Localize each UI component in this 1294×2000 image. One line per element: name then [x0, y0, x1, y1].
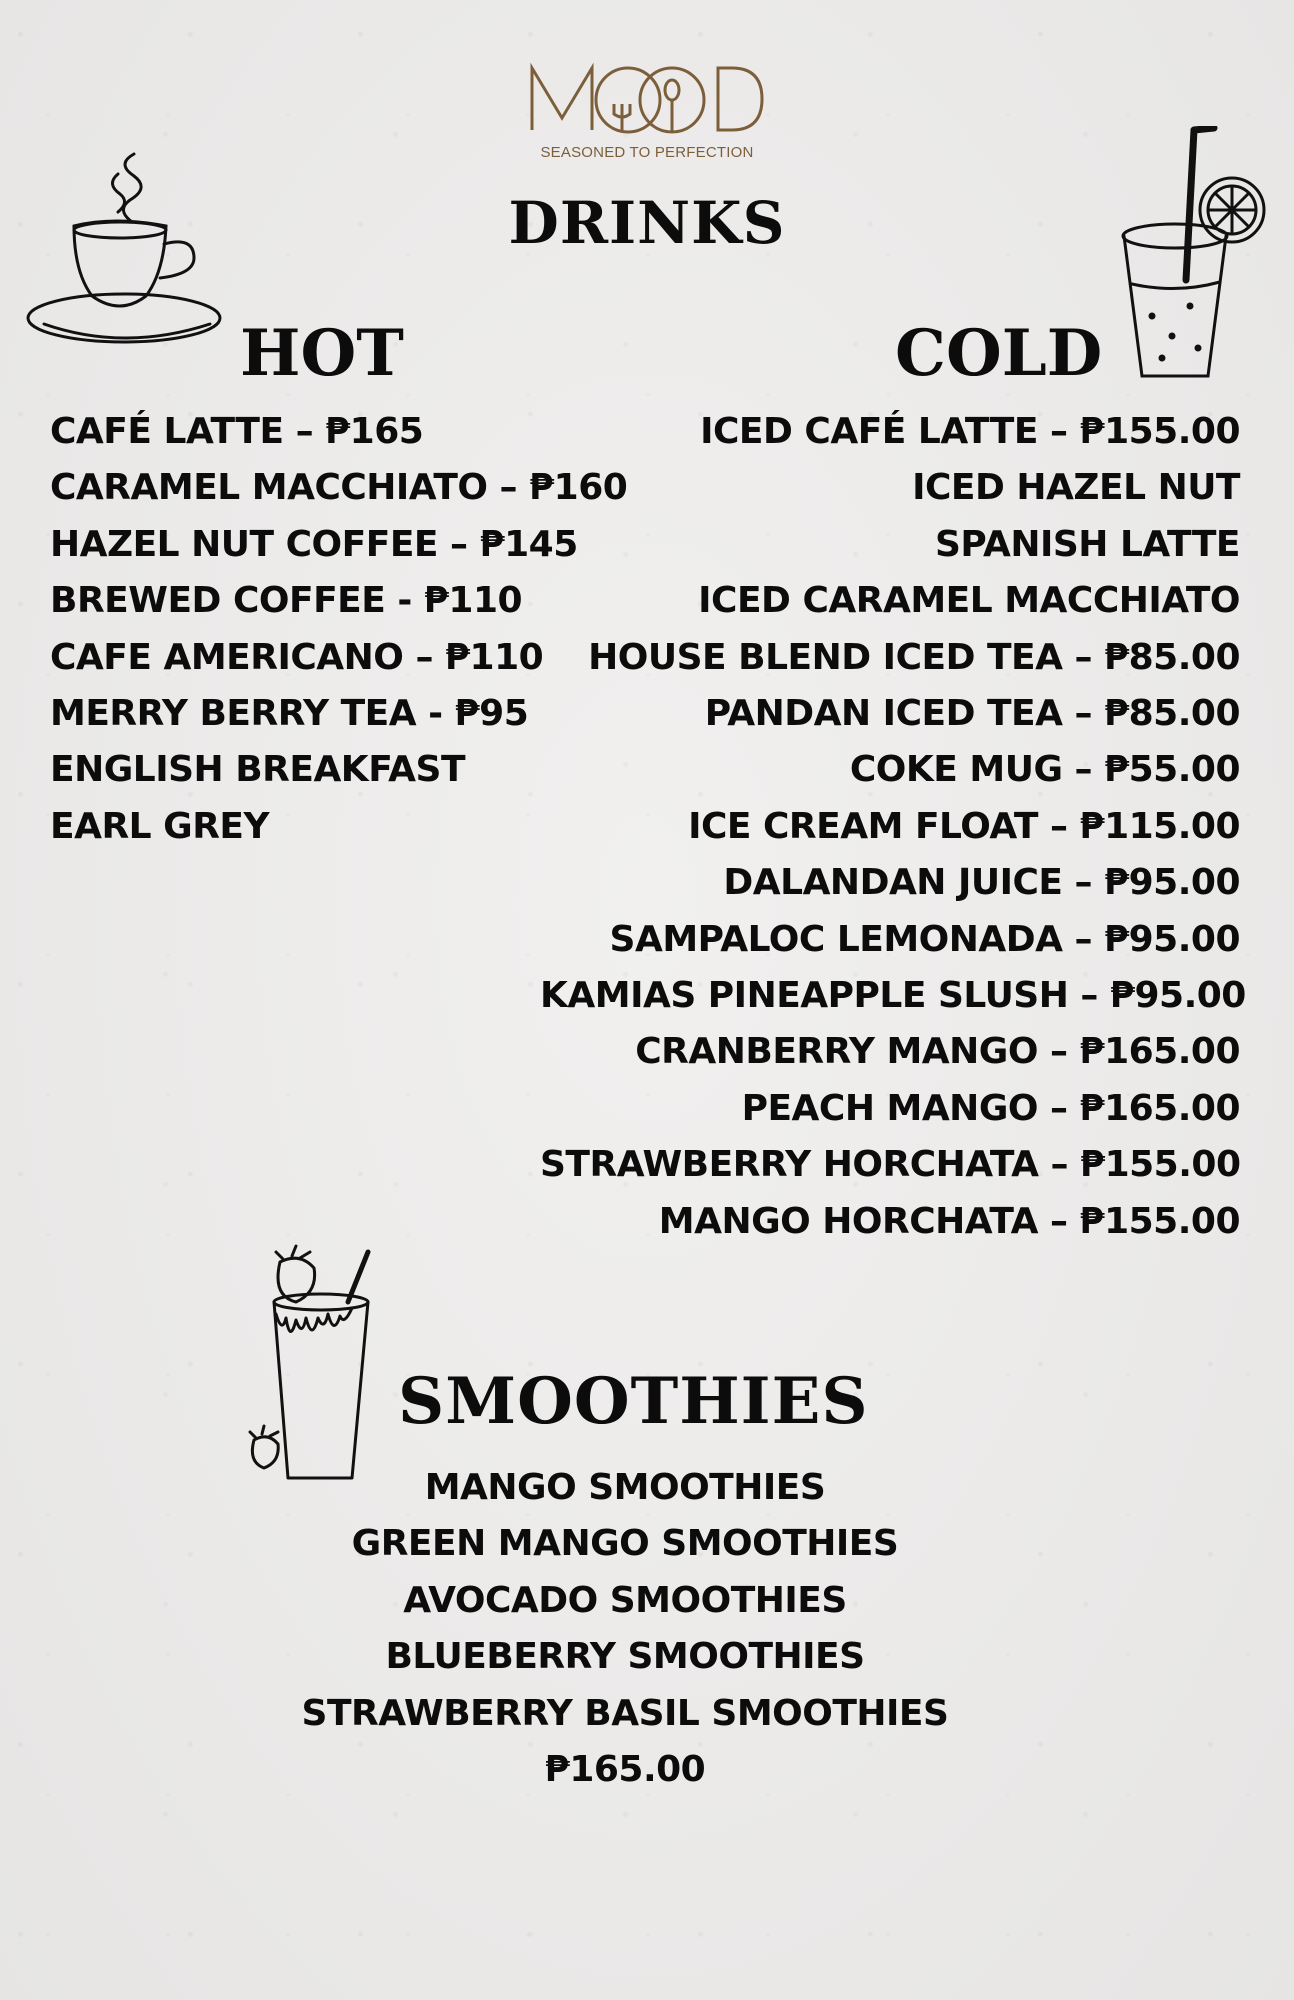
list-item: STRAWBERRY BASIL SMOOTHIES: [301, 1692, 949, 1734]
brand-tagline: SEASONED TO PERFECTION: [540, 144, 754, 161]
cold-heading: COLD: [895, 316, 1103, 391]
list-item: PANDAN ICED TEA – ₱85.00: [704, 693, 1240, 735]
list-item: SPANISH LATTE: [934, 523, 1240, 565]
cold-drinks-list: [540, 404, 1246, 1250]
smoothies-list: [0, 1460, 1250, 1798]
list-item: AVOCADO SMOOTHIES: [403, 1579, 847, 1621]
iced-drink-icon: [1112, 126, 1272, 386]
list-item: GREEN MANGO SMOOTHIES: [351, 1523, 899, 1565]
list-item: ICE CREAM FLOAT – ₱115.00: [688, 805, 1240, 847]
hot-heading: HOT: [240, 316, 404, 391]
smoothies-heading: SMOOTHIES: [398, 1364, 869, 1439]
list-item: MERRY BERRY TEA - ₱95: [50, 693, 529, 735]
list-item: CAFÉ LATTE – ₱165: [50, 411, 424, 452]
smoothie-glass-icon: [240, 1244, 400, 1494]
list-item: COKE MUG – ₱55.00: [849, 749, 1240, 791]
list-item: SAMPALOC LEMONADA – ₱95.00: [609, 918, 1240, 960]
list-item: MANGO SMOOTHIES: [424, 1467, 826, 1508]
smoothies-price: ₱165.00: [544, 1749, 706, 1791]
list-item: MANGO HORCHATA – ₱155.00: [658, 1200, 1240, 1242]
coffee-cup-icon: [14, 146, 224, 356]
list-item: BREWED COFFEE - ₱110: [50, 580, 523, 622]
list-item: BLUEBERRY SMOOTHIES: [385, 1636, 865, 1678]
page-title: DRINKS: [508, 189, 786, 257]
list-item: EARL GREY: [50, 805, 270, 847]
list-item: CAFE AMERICANO – ₱110: [50, 636, 544, 678]
list-item: ICED CAFÉ LATTE – ₱155.00: [700, 411, 1240, 452]
list-item: ENGLISH BREAKFAST: [50, 749, 466, 791]
list-item: STRAWBERRY HORCHATA – ₱155.00: [540, 1144, 1241, 1186]
list-item: CARAMEL MACCHIATO – ₱160: [50, 467, 628, 509]
list-item: HAZEL NUT COFFEE – ₱145: [50, 523, 578, 565]
list-item: ICED CARAMEL MACCHIATO: [698, 580, 1240, 622]
list-item: ICED HAZEL NUT: [912, 467, 1240, 509]
list-item: KAMIAS PINEAPPLE SLUSH – ₱95.00: [540, 975, 1246, 1017]
list-item: CRANBERRY MANGO – ₱165.00: [635, 1031, 1240, 1073]
list-item: DALANDAN JUICE – ₱95.00: [723, 862, 1240, 904]
mood-logo-icon: [522, 58, 772, 142]
list-item: HOUSE BLEND ICED TEA – ₱85.00: [588, 636, 1240, 678]
list-item: PEACH MANGO – ₱165.00: [741, 1087, 1240, 1129]
